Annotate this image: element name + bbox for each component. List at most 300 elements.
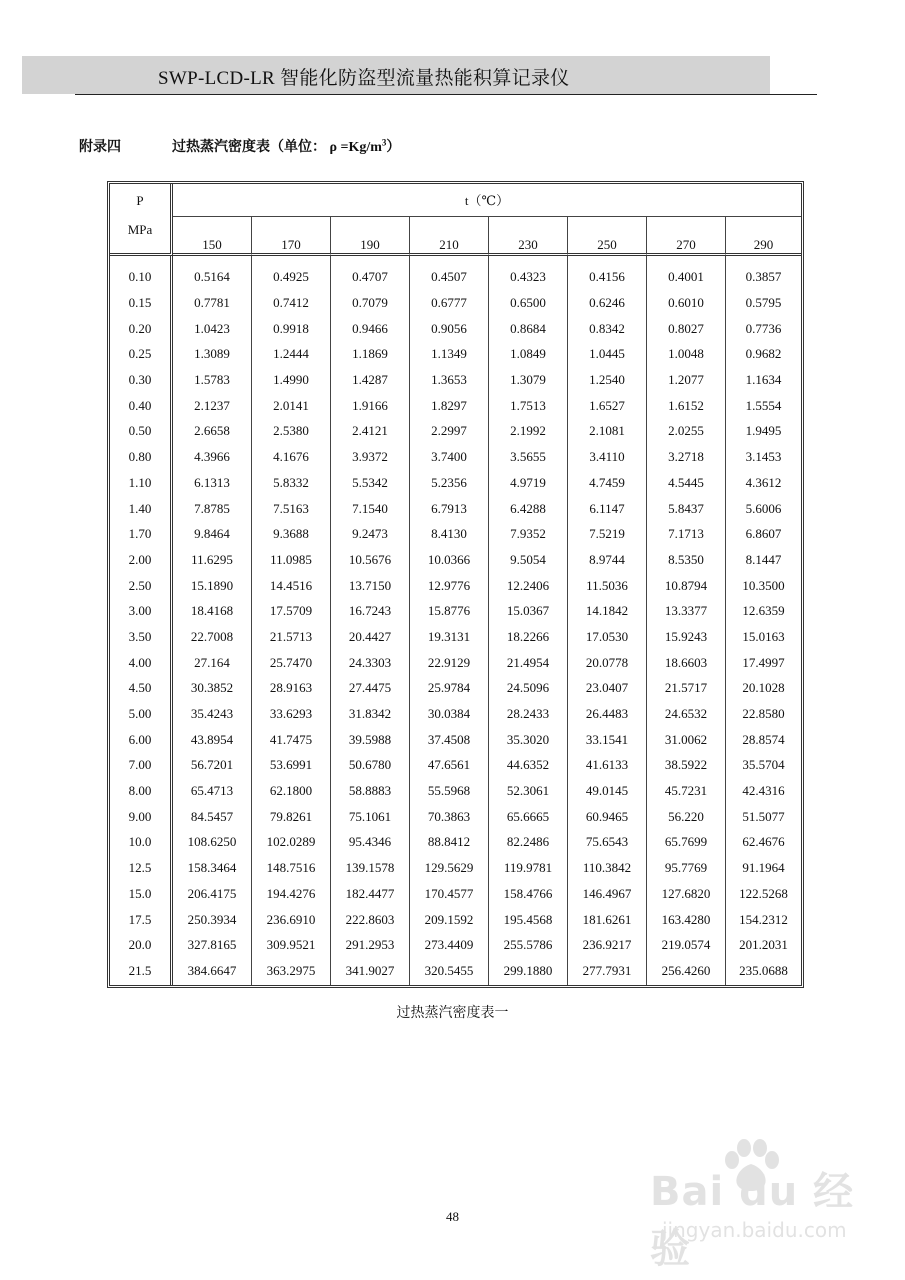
density-cell: 2.1237 [173, 392, 252, 418]
density-cell: 0.4507 [410, 256, 489, 290]
density-cell: 146.4967 [568, 881, 647, 907]
density-cell: 1.4287 [331, 367, 410, 393]
density-cell: 1.9495 [745, 423, 782, 439]
density-cell: 250.3934 [173, 906, 252, 932]
density-cell: 15.8776 [410, 598, 489, 624]
table-row [110, 675, 801, 701]
density-cell: 65.6665 [489, 803, 568, 829]
density-cell: 0.7736 [745, 320, 782, 336]
density-cell: 12.9776 [410, 572, 489, 598]
table-row [110, 572, 801, 598]
density-cell: 24.5096 [489, 675, 568, 701]
density-cell: 0.7412 [252, 290, 331, 316]
density-cell: 0.4925 [252, 256, 331, 290]
density-cell: 129.5629 [410, 855, 489, 881]
density-cell: 1.5783 [173, 367, 252, 393]
table-row [110, 803, 801, 829]
pressure-cell: 0.15 [110, 290, 173, 316]
density-cell: 56.7201 [173, 752, 252, 778]
density-cell: 0.7781 [173, 290, 252, 316]
density-cell: 309.9521 [252, 932, 331, 958]
density-cell: 9.2473 [331, 521, 410, 547]
density-cell: 110.3842 [568, 855, 647, 881]
density-cell: 49.0145 [568, 778, 647, 804]
table-row [110, 855, 801, 881]
density-cell: 3.4110 [568, 444, 647, 470]
density-cell: 127.6820 [647, 881, 726, 907]
density-cell: 122.5268 [739, 885, 788, 901]
table-row [110, 752, 801, 778]
density-cell: 20.1028 [742, 680, 785, 696]
table-title-superscript: 3 [381, 137, 387, 148]
density-cell: 194.4276 [252, 881, 331, 907]
density-cell: 43.8954 [173, 726, 252, 752]
density-cell: 0.4323 [489, 256, 568, 290]
density-cell: 28.2433 [489, 701, 568, 727]
table-row [110, 624, 801, 650]
density-cell: 7.1540 [331, 495, 410, 521]
pressure-cell: 17.5 [110, 906, 173, 932]
table-row [110, 598, 801, 624]
density-cell: 0.7079 [331, 290, 410, 316]
table-title [172, 136, 400, 156]
density-cell: 37.4508 [410, 726, 489, 752]
density-cell: 18.6603 [647, 649, 726, 675]
density-cell: 363.2975 [252, 958, 331, 986]
density-cell: 1.4990 [252, 367, 331, 393]
density-cell: 158.3464 [173, 855, 252, 881]
density-cell: 2.1992 [489, 418, 568, 444]
density-cell: 13.3377 [647, 598, 726, 624]
density-cell: 170.4577 [410, 881, 489, 907]
density-cell: 55.5968 [410, 778, 489, 804]
table-row [110, 341, 801, 367]
density-cell: 33.6293 [252, 701, 331, 727]
temperature-col-header: 270 [647, 217, 726, 253]
pressure-cell: 0.25 [110, 341, 173, 367]
density-cell: 0.6010 [647, 290, 726, 316]
density-cell: 182.4477 [331, 881, 410, 907]
density-cell: 1.6152 [647, 392, 726, 418]
density-cell: 5.8332 [252, 470, 331, 496]
density-cell: 236.6910 [252, 906, 331, 932]
pressure-header: P [110, 184, 173, 217]
pressure-cell: 1.40 [110, 495, 173, 521]
density-cell: 10.5676 [331, 547, 410, 573]
density-cell: 0.6500 [489, 290, 568, 316]
density-cell: 154.2312 [739, 911, 788, 927]
pressure-cell: 5.00 [110, 701, 173, 727]
table-row [110, 495, 801, 521]
density-cell: 60.9465 [568, 803, 647, 829]
density-cell: 3.7400 [410, 444, 489, 470]
density-cell: 163.4280 [647, 906, 726, 932]
density-cell: 9.8464 [173, 521, 252, 547]
density-cell: 75.1061 [331, 803, 410, 829]
density-cell: 27.4475 [331, 675, 410, 701]
pressure-cell: 0.50 [110, 418, 173, 444]
table-row [110, 701, 801, 727]
density-cell: 0.5164 [173, 256, 252, 290]
density-cell: 30.3852 [173, 675, 252, 701]
density-cell: 7.1713 [647, 521, 726, 547]
density-cell: 0.3857 [745, 269, 782, 285]
density-cell: 108.6250 [173, 829, 252, 855]
density-cell: 0.6777 [410, 290, 489, 316]
table-row [110, 906, 801, 932]
pressure-cell: 15.0 [110, 881, 173, 907]
density-cell: 35.5704 [742, 757, 785, 773]
density-cell: 5.6006 [745, 500, 782, 516]
pressure-cell: 9.00 [110, 803, 173, 829]
watermark-url: jingyan.baidu.com [662, 1218, 847, 1242]
density-cell: 4.3612 [745, 474, 782, 490]
density-cell: 0.9918 [252, 315, 331, 341]
density-cell: 70.3863 [410, 803, 489, 829]
pressure-cell: 12.5 [110, 855, 173, 881]
density-cell: 21.5713 [252, 624, 331, 650]
density-cell: 14.4516 [252, 572, 331, 598]
page-number: 48 [446, 1209, 459, 1224]
density-cell: 8.1447 [745, 551, 782, 567]
density-cell: 1.3653 [410, 367, 489, 393]
pressure-cell: 1.10 [110, 470, 173, 496]
density-cell: 8.9744 [568, 547, 647, 573]
density-cell: 45.7231 [647, 778, 726, 804]
density-cell: 209.1592 [410, 906, 489, 932]
density-cell: 23.0407 [568, 675, 647, 701]
density-cell: 1.0423 [173, 315, 252, 341]
density-cell: 38.5922 [647, 752, 726, 778]
density-cell: 75.6543 [568, 829, 647, 855]
density-cell: 273.4409 [410, 932, 489, 958]
density-cell: 2.2997 [410, 418, 489, 444]
density-cell: 5.8437 [647, 495, 726, 521]
pressure-cell: 3.00 [110, 598, 173, 624]
pressure-cell: 8.00 [110, 778, 173, 804]
table-title-suffix: ） [386, 140, 401, 155]
density-cell: 1.7513 [489, 392, 568, 418]
density-cell: 18.2266 [489, 624, 568, 650]
table-row [110, 547, 801, 573]
density-cell: 3.2718 [647, 444, 726, 470]
density-cell: 1.3079 [489, 367, 568, 393]
density-cell: 1.0849 [489, 341, 568, 367]
density-cell: 1.9166 [331, 392, 410, 418]
document-title: SWP-LCD-LR 智能化防盗型流量热能积算记录仪 [158, 68, 570, 89]
pressure-cell: 21.5 [110, 958, 173, 986]
density-cell: 95.7769 [647, 855, 726, 881]
density-cell: 235.0688 [739, 962, 788, 978]
density-cell: 9.3688 [252, 521, 331, 547]
density-cell: 31.0062 [647, 726, 726, 752]
density-cell: 35.3020 [489, 726, 568, 752]
density-cell: 6.7913 [410, 495, 489, 521]
table-header-row-1 [110, 184, 801, 217]
density-cell: 1.2077 [647, 367, 726, 393]
density-cell: 65.4713 [173, 778, 252, 804]
density-cell: 219.0574 [647, 932, 726, 958]
table-row [110, 778, 801, 804]
density-cell: 4.1676 [252, 444, 331, 470]
density-cell: 17.4997 [742, 654, 785, 670]
density-cell: 8.4130 [410, 521, 489, 547]
density-cell: 1.1634 [745, 372, 782, 388]
density-cell: 5.5342 [331, 470, 410, 496]
density-cell: 56.220 [647, 803, 726, 829]
density-cell: 15.1890 [173, 572, 252, 598]
density-cell: 1.1349 [410, 341, 489, 367]
density-cell: 384.6647 [173, 958, 252, 986]
density-cell: 327.8165 [173, 932, 252, 958]
table-caption: 过热蒸汽密度表一 [396, 1006, 509, 1021]
pressure-cell: 0.10 [110, 256, 173, 290]
density-cell: 10.0366 [410, 547, 489, 573]
density-cell: 33.1541 [568, 726, 647, 752]
temperature-col-header: 190 [331, 217, 410, 253]
density-cell: 0.4156 [568, 256, 647, 290]
density-cell: 19.3131 [410, 624, 489, 650]
density-cell: 28.9163 [252, 675, 331, 701]
table-row [110, 418, 801, 444]
density-cell: 53.6991 [252, 752, 331, 778]
density-cell: 119.9781 [489, 855, 568, 881]
density-cell: 1.0048 [647, 341, 726, 367]
density-cell: 6.8607 [745, 526, 782, 542]
density-cell: 2.0255 [647, 418, 726, 444]
density-cell: 17.5709 [252, 598, 331, 624]
temperature-col-header: 250 [568, 217, 647, 253]
density-cell: 21.5717 [647, 675, 726, 701]
density-cell: 51.5077 [742, 808, 785, 824]
density-cell: 58.8883 [331, 778, 410, 804]
density-cell: 222.8603 [331, 906, 410, 932]
density-cell: 9.5054 [489, 547, 568, 573]
density-cell: 0.6246 [568, 290, 647, 316]
density-cell: 8.5350 [647, 547, 726, 573]
pressure-cell: 0.40 [110, 392, 173, 418]
pressure-cell: 1.70 [110, 521, 173, 547]
density-cell: 7.9352 [489, 521, 568, 547]
density-cell: 20.0778 [568, 649, 647, 675]
density-cell: 255.5786 [489, 932, 568, 958]
density-cell: 181.6261 [568, 906, 647, 932]
density-cell: 10.3500 [742, 577, 785, 593]
density-cell: 2.1081 [568, 418, 647, 444]
density-cell: 52.3061 [489, 778, 568, 804]
density-cell: 7.5163 [252, 495, 331, 521]
table-row [110, 444, 801, 470]
density-cell: 3.1453 [745, 449, 782, 465]
density-cell: 11.5036 [568, 572, 647, 598]
density-cell: 256.4260 [647, 958, 726, 986]
density-cell: 1.5554 [745, 397, 782, 413]
density-cell: 1.1869 [331, 341, 410, 367]
density-cell: 299.1880 [489, 958, 568, 986]
table-row [110, 649, 801, 675]
table-row [110, 392, 801, 418]
density-cell: 13.7150 [331, 572, 410, 598]
density-cell: 91.1964 [742, 860, 785, 876]
density-cell: 291.2953 [331, 932, 410, 958]
density-cell: 1.8297 [410, 392, 489, 418]
pressure-cell: 6.00 [110, 726, 173, 752]
density-cell: 11.0985 [252, 547, 331, 573]
density-cell: 3.5655 [489, 444, 568, 470]
pressure-cell: 2.50 [110, 572, 173, 598]
table-row [110, 315, 801, 341]
pressure-cell: 10.0 [110, 829, 173, 855]
density-cell: 95.4346 [331, 829, 410, 855]
table-title-prefix: 过热蒸汽密度表（单位： ρ =Kg/m [172, 140, 382, 155]
density-cell: 12.2406 [489, 572, 568, 598]
density-cell: 50.6780 [331, 752, 410, 778]
density-cell: 79.8261 [252, 803, 331, 829]
density-cell: 1.3089 [173, 341, 252, 367]
density-cell: 158.4766 [489, 881, 568, 907]
pressure-cell: 0.20 [110, 315, 173, 341]
density-cell: 277.7931 [568, 958, 647, 986]
density-cell: 22.7008 [173, 624, 252, 650]
density-cell: 62.4676 [742, 834, 785, 850]
pressure-cell: 4.50 [110, 675, 173, 701]
density-cell: 84.5457 [173, 803, 252, 829]
temperature-col-header: 230 [489, 217, 568, 253]
density-cell: 62.1800 [252, 778, 331, 804]
density-cell: 15.0367 [489, 598, 568, 624]
density-cell: 341.9027 [331, 958, 410, 986]
density-cell: 0.8027 [647, 315, 726, 341]
density-cell: 35.4243 [173, 701, 252, 727]
density-cell: 206.4175 [173, 881, 252, 907]
density-cell: 12.6359 [742, 603, 785, 619]
table-row [110, 470, 801, 496]
density-cell: 7.5219 [568, 521, 647, 547]
density-cell: 1.2540 [568, 367, 647, 393]
density-cell: 1.0445 [568, 341, 647, 367]
density-cell: 0.4707 [331, 256, 410, 290]
pressure-cell: 3.50 [110, 624, 173, 650]
density-cell: 22.8580 [742, 706, 785, 722]
density-cell: 0.9466 [331, 315, 410, 341]
density-cell: 15.0163 [742, 628, 785, 644]
density-cell: 1.2444 [252, 341, 331, 367]
density-cell: 6.1313 [173, 470, 252, 496]
density-cell: 39.5988 [331, 726, 410, 752]
density-cell: 24.6532 [647, 701, 726, 727]
density-cell: 3.9372 [331, 444, 410, 470]
table-row [110, 367, 801, 393]
density-cell: 26.4483 [568, 701, 647, 727]
pressure-cell: 2.00 [110, 547, 173, 573]
density-cell: 17.0530 [568, 624, 647, 650]
table-header-row-2 [110, 217, 801, 253]
header-rule [75, 94, 817, 95]
density-cell: 22.9129 [410, 649, 489, 675]
pressure-cell: 20.0 [110, 932, 173, 958]
table-row [110, 726, 801, 752]
density-cell: 2.0141 [252, 392, 331, 418]
density-cell: 31.8342 [331, 701, 410, 727]
temperature-col-header: 210 [410, 217, 489, 253]
density-cell: 10.8794 [647, 572, 726, 598]
density-cell: 20.4427 [331, 624, 410, 650]
density-cell: 320.5455 [410, 958, 489, 986]
density-cell: 195.4568 [489, 906, 568, 932]
density-cell: 0.8684 [489, 315, 568, 341]
density-cell: 65.7699 [647, 829, 726, 855]
density-cell: 82.2486 [489, 829, 568, 855]
density-cell: 4.7459 [568, 470, 647, 496]
table-row [110, 958, 801, 986]
density-cell: 15.9243 [647, 624, 726, 650]
density-cell: 7.8785 [173, 495, 252, 521]
density-cell: 1.6527 [568, 392, 647, 418]
density-cell: 102.0289 [252, 829, 331, 855]
pressure-cell: 0.80 [110, 444, 173, 470]
pressure-cell: 4.00 [110, 649, 173, 675]
density-cell: 41.6133 [568, 752, 647, 778]
density-cell: 139.1578 [331, 855, 410, 881]
temperature-col-header: 290 [753, 237, 774, 252]
table-row [110, 290, 801, 316]
table-row [110, 932, 801, 958]
temperature-col-header: 150 [173, 217, 252, 253]
density-cell: 2.4121 [331, 418, 410, 444]
table-row [110, 521, 801, 547]
density-cell: 41.7475 [252, 726, 331, 752]
table-row [110, 881, 801, 907]
density-cell: 0.9682 [745, 346, 782, 362]
density-cell: 47.6561 [410, 752, 489, 778]
density-cell: 4.9719 [489, 470, 568, 496]
table-row [110, 256, 801, 290]
density-cell: 2.6658 [173, 418, 252, 444]
density-cell: 6.4288 [489, 495, 568, 521]
density-cell: 0.8342 [568, 315, 647, 341]
density-cell: 11.6295 [173, 547, 252, 573]
density-cell: 4.5445 [647, 470, 726, 496]
density-cell: 21.4954 [489, 649, 568, 675]
pressure-unit: MPa [110, 217, 173, 253]
density-cell: 4.3966 [173, 444, 252, 470]
density-cell: 24.3303 [331, 649, 410, 675]
density-cell: 27.164 [173, 649, 252, 675]
density-cell: 0.9056 [410, 315, 489, 341]
density-cell: 18.4168 [173, 598, 252, 624]
density-cell: 25.7470 [252, 649, 331, 675]
density-table [107, 181, 804, 988]
density-cell: 30.0384 [410, 701, 489, 727]
watermark-logo: Bai du 经验 [650, 1169, 855, 1272]
density-cell: 0.4001 [647, 256, 726, 290]
density-cell: 201.2031 [739, 937, 788, 953]
density-cell: 6.1147 [568, 495, 647, 521]
density-cell: 236.9217 [568, 932, 647, 958]
density-cell: 14.1842 [568, 598, 647, 624]
appendix-label: 附录四 [79, 140, 121, 155]
temperature-header: t（℃） [173, 184, 801, 217]
density-cell: 44.6352 [489, 752, 568, 778]
watermark [640, 1140, 870, 1272]
density-cell: 16.7243 [331, 598, 410, 624]
density-cell: 42.4316 [742, 783, 785, 799]
density-cell: 5.2356 [410, 470, 489, 496]
pressure-cell: 7.00 [110, 752, 173, 778]
density-cell: 2.5380 [252, 418, 331, 444]
density-table-wrapper [107, 181, 804, 988]
density-cell: 25.9784 [410, 675, 489, 701]
